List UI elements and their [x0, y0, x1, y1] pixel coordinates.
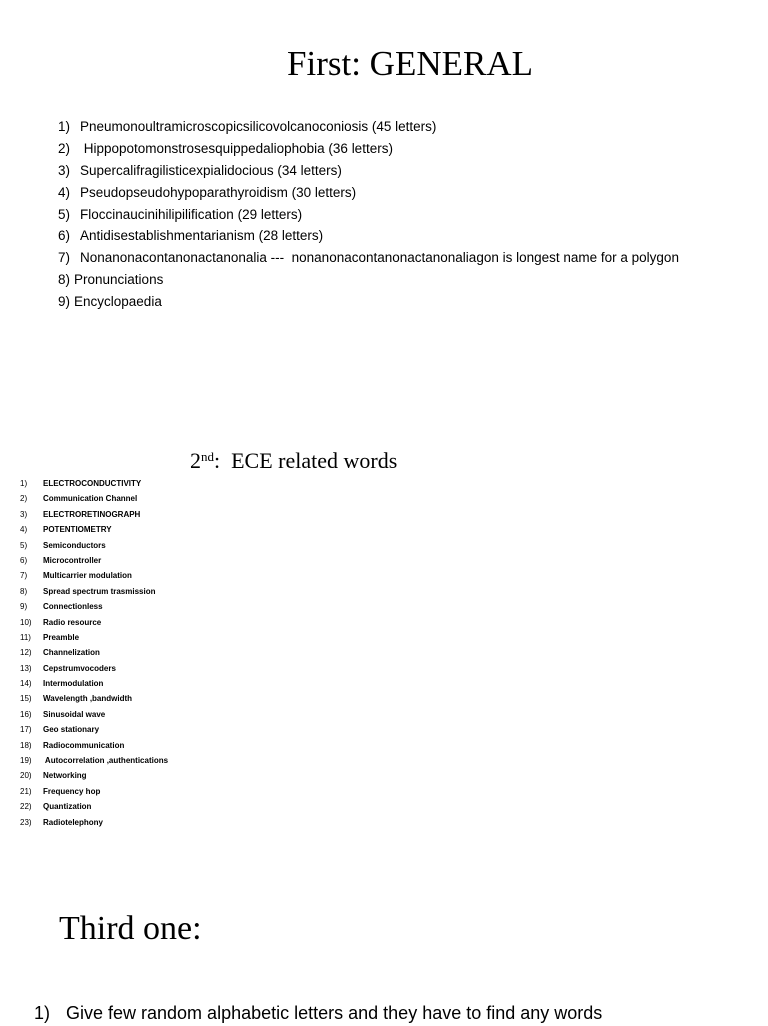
item-number: 5): [20, 540, 28, 550]
item-text: Networking: [43, 771, 87, 781]
list-item: [20, 707, 320, 722]
list-item: [20, 491, 320, 506]
list-item: [58, 225, 758, 247]
item-number: 2): [58, 140, 71, 156]
item-number: 20): [20, 771, 32, 781]
list-item: [20, 799, 320, 814]
item-number: 9): [20, 602, 28, 612]
section-2-title: [190, 447, 397, 475]
item-text: Cepstrumvocoders: [43, 663, 116, 673]
list-item: [20, 722, 320, 737]
item-text: Floccinaucinihilipilification (29 letters): [80, 206, 303, 222]
item-number: 7): [58, 250, 71, 266]
item-number: 6): [20, 555, 28, 565]
list-item: [34, 1000, 602, 1026]
item-number: 23): [20, 817, 32, 827]
item-number: 8): [58, 272, 71, 288]
list-item: [20, 538, 320, 553]
item-text: Communication Channel: [43, 494, 138, 504]
list-item: [58, 291, 758, 313]
item-text: Intermodulation: [43, 679, 104, 689]
list-item: [20, 738, 320, 753]
list-item: [58, 182, 758, 204]
item-text: Supercalifragilisticexpialidocious (34 letters): [80, 162, 342, 178]
list-item: [58, 116, 758, 138]
list-item: [20, 630, 320, 645]
list-item: [20, 476, 320, 491]
item-text: Microcontroller: [43, 555, 102, 565]
item-text: Preamble: [43, 632, 80, 642]
item-number: 12): [20, 648, 32, 658]
item-text: Spread spectrum trasmission: [43, 586, 156, 596]
item-number: 11): [20, 632, 31, 642]
section-3-title: Third one:: [59, 910, 202, 947]
item-text: ELECTROCONDUCTIVITY: [43, 479, 142, 488]
item-number: 13): [20, 663, 32, 673]
item-text: Antidisestablishmentarianism (28 letters): [80, 228, 324, 244]
item-number: 5): [58, 206, 71, 222]
item-text: Encyclopaedia: [74, 294, 162, 310]
item-text: Give few random alphabetic letters and they have to find any words: [66, 1003, 603, 1023]
item-text: POTENTIOMETRY: [43, 525, 112, 535]
item-text: ELECTRORETINOGRAPH: [43, 509, 141, 519]
list-item: [20, 584, 320, 599]
item-number: 14): [20, 679, 32, 689]
list-item: [20, 768, 320, 783]
item-text: Radiocommunication: [43, 740, 125, 750]
item-number: 15): [20, 694, 32, 704]
list-item: [20, 691, 320, 706]
ece-words-list: [20, 476, 320, 830]
item-number: 21): [20, 786, 32, 796]
item-text: Wavelength ,bandwidth: [43, 694, 133, 704]
list-item: [20, 599, 320, 614]
item-number: 17): [20, 725, 32, 735]
list-item: [20, 784, 320, 799]
item-text: Multicarrier modulation: [43, 571, 132, 581]
item-text: Semiconductors: [43, 540, 106, 550]
item-number: 3): [20, 509, 28, 519]
item-number: 1): [20, 479, 28, 488]
list-item: [58, 269, 758, 291]
item-text: Nonanonacontanonactanonalia --- nonanonacontanonactanonaliagon is longest name for a polygon: [80, 250, 679, 266]
item-text: Channelization: [43, 648, 100, 658]
item-text: Hippopotomonstrosesquippedaliophobia (36 letters): [80, 140, 393, 156]
general-words-list: [58, 116, 758, 313]
item-number: 19): [20, 756, 32, 766]
item-text: Pseudopseudohypoparathyroidism (30 letters): [80, 184, 357, 200]
item-text: Frequency hop: [43, 786, 101, 796]
item-number: 4): [20, 525, 28, 535]
list-item: [20, 553, 320, 568]
item-number: 9): [58, 294, 71, 310]
section-2-title-superscript: nd: [201, 449, 214, 464]
item-text: Pronunciations: [74, 272, 164, 288]
section-2-title-rest: : ECE related words: [214, 448, 398, 473]
list-item: [20, 661, 320, 676]
item-number: 7): [20, 571, 28, 581]
list-item: [20, 568, 320, 583]
section-1-title: First: GENERAL: [287, 44, 533, 83]
list-item: [20, 676, 320, 691]
item-number: 8): [20, 586, 28, 596]
section-2-title-prefix: 2: [190, 448, 201, 473]
list-item: [58, 138, 758, 160]
item-text: Pneumonoultramicroscopicsilicovolcanoconiosis (45 letters): [80, 119, 437, 134]
list-item: [20, 507, 320, 522]
list-item: [20, 522, 320, 537]
list-item: [58, 204, 758, 226]
item-number: 3): [58, 162, 71, 178]
item-number: 4): [58, 184, 71, 200]
item-number: 22): [20, 802, 32, 812]
list-item: [20, 615, 320, 630]
item-text: Autocorrelation ,authentications: [43, 756, 169, 766]
item-number: 1): [34, 1003, 51, 1023]
item-text: Connectionless: [43, 602, 103, 612]
list-item: [58, 247, 758, 269]
item-text: Radiotelephony: [43, 817, 104, 827]
list-item: [20, 753, 320, 768]
item-text: Sinusoidal wave: [43, 709, 106, 719]
item-number: 2): [20, 494, 28, 504]
item-text: Geo stationary: [43, 725, 100, 735]
item-number: 16): [20, 709, 32, 719]
list-item: [58, 160, 758, 182]
item-number: 18): [20, 740, 32, 750]
item-number: 6): [58, 228, 71, 244]
item-text: Radio resource: [43, 617, 102, 627]
item-number: 10): [20, 617, 32, 627]
list-item: [20, 645, 320, 660]
list-item: [20, 815, 320, 830]
item-text: Quantization: [43, 802, 92, 812]
item-number: 1): [58, 119, 71, 134]
